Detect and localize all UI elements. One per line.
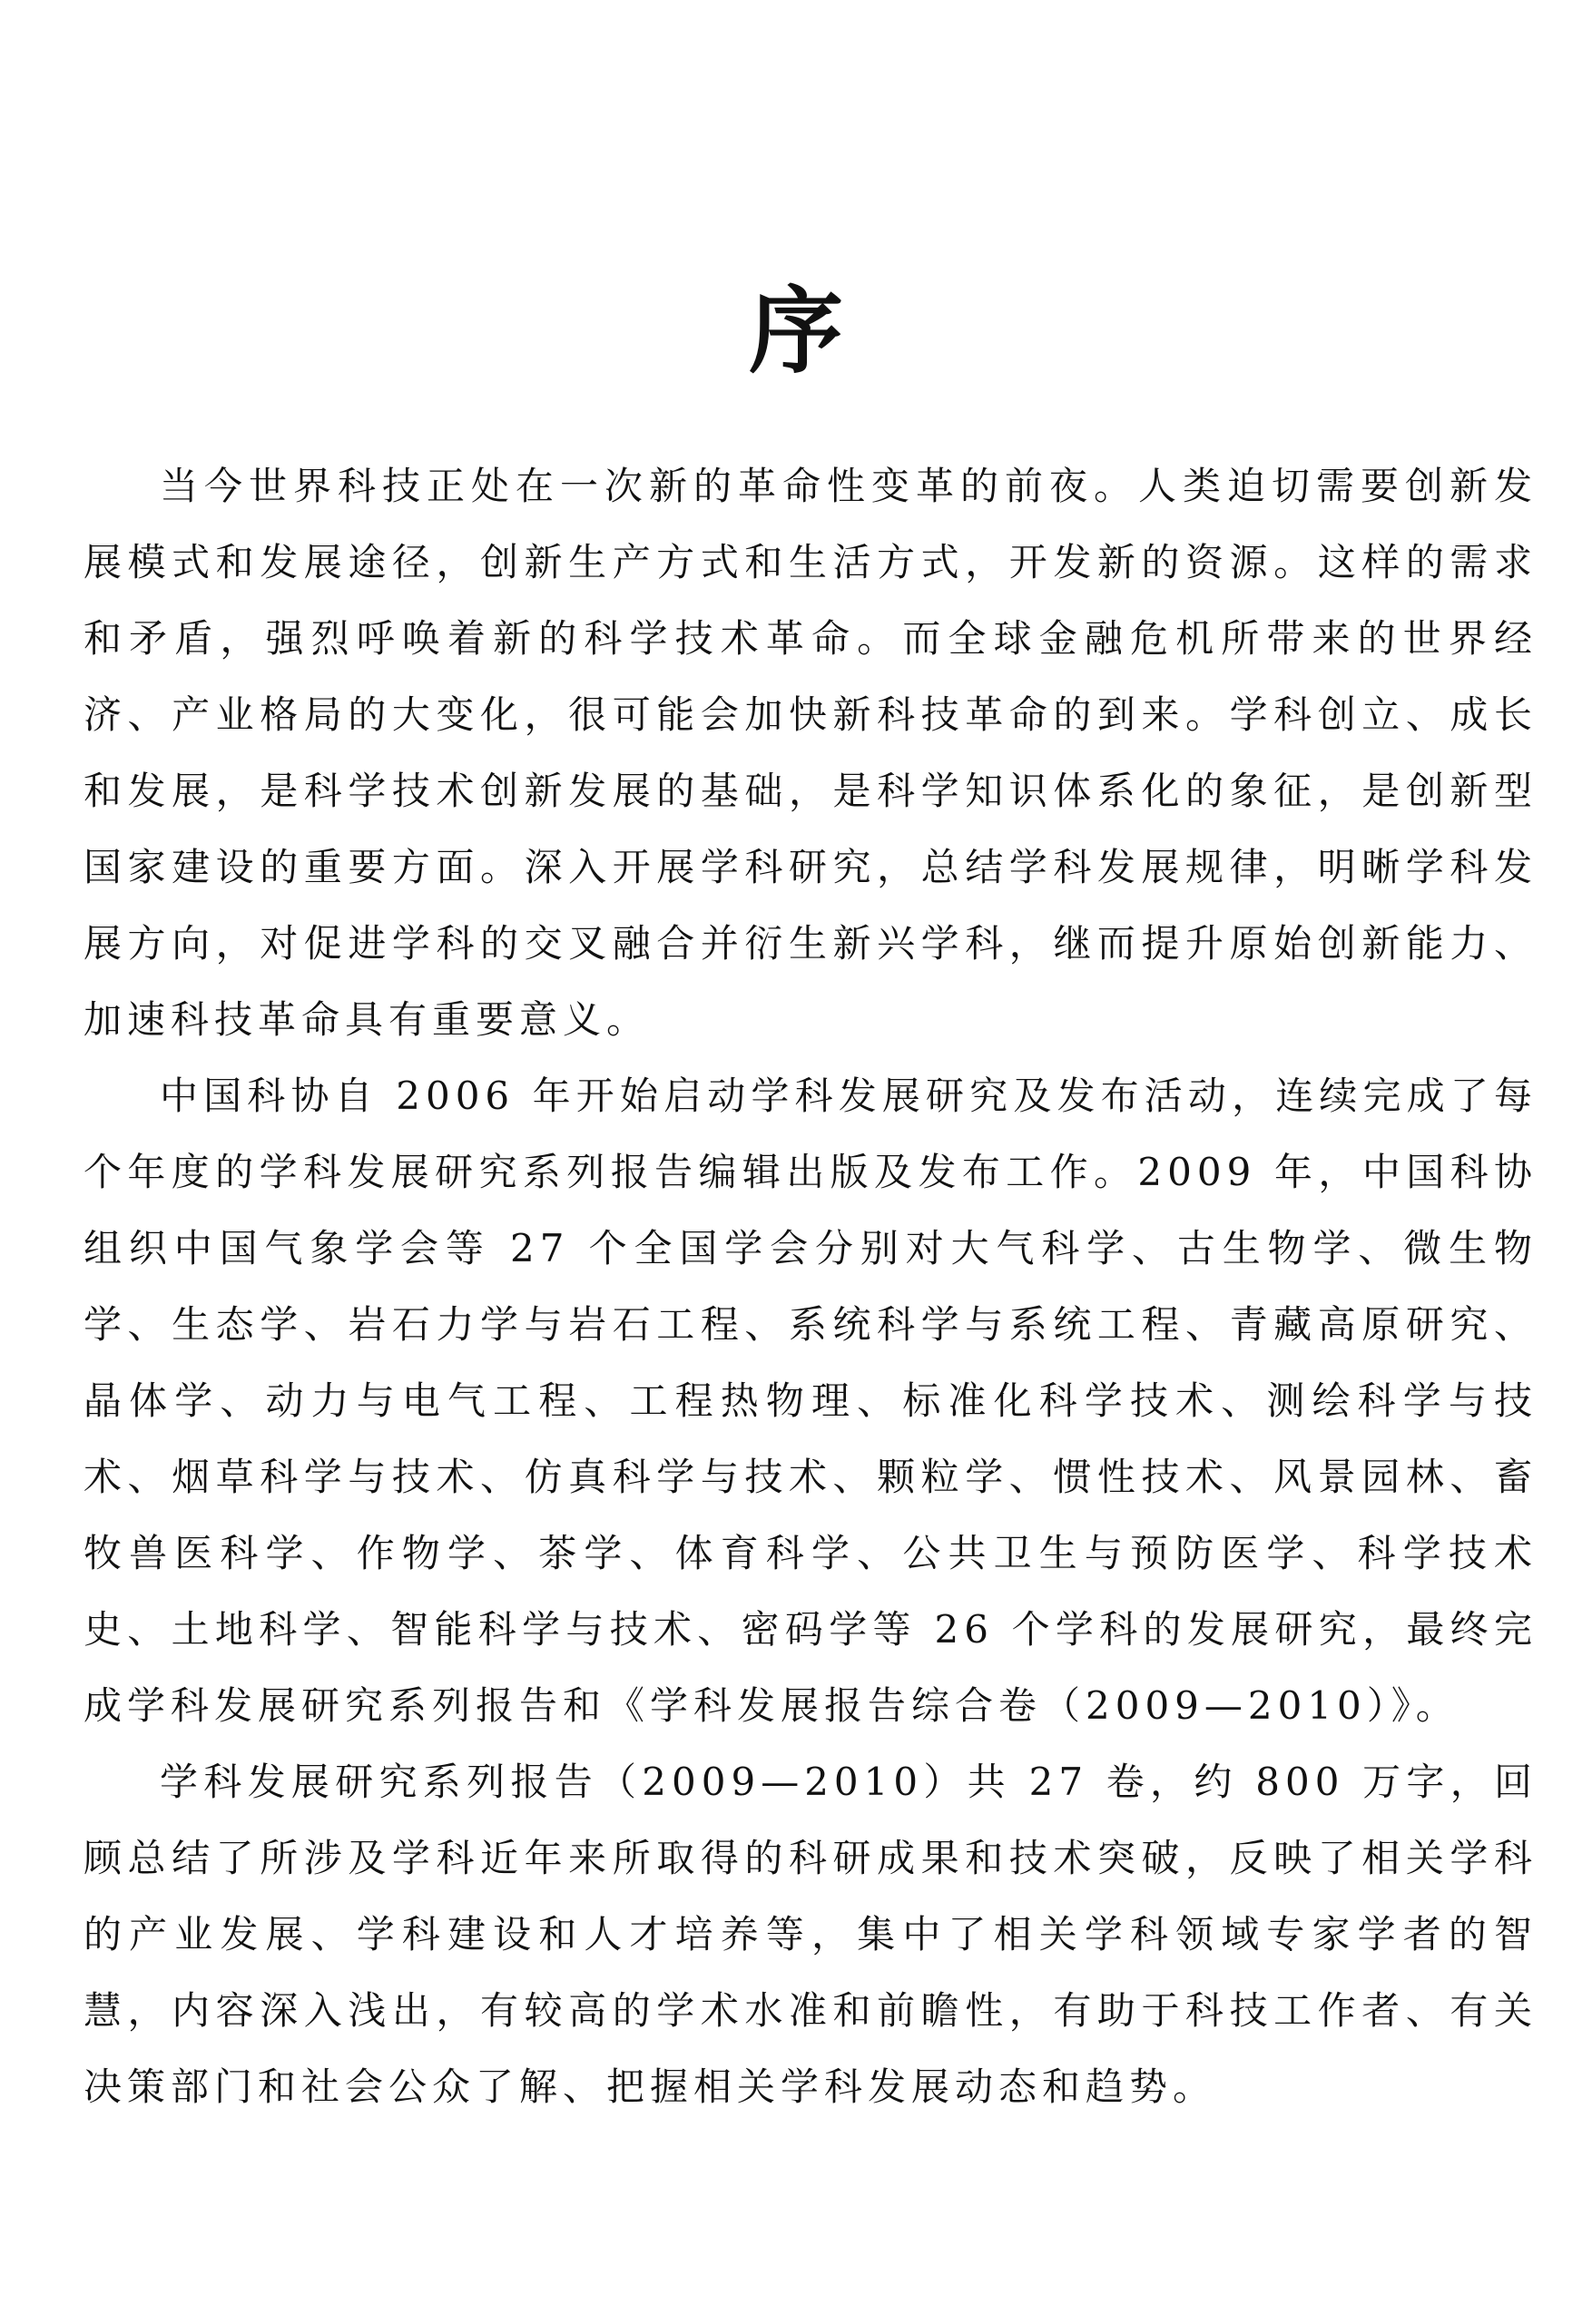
paragraph-1: 当今世界科技正处在一次新的革命性变革的前夜。人类迫切需要创新发展模式和发展途径，创新生产方式和生活方式，开发新的资源。这样的需求和矛盾，强烈呼唤着新的科学技术革命。而全球金融危机所带来的世界经济、产业格局的大变化，很可能会加快新科技革命的到来。学科创立、成长和发展，是科学技术创新发展的基础，是科学知识体系化的象征，是创新型国家建设的重要方面。深入开展学科研究，总结学科发展规律，明晰学科发展方向，对促进学科的交叉融合并衍生新兴学科，继而提升原始创新能力、加速科技革命具有重要意义。 (84, 464, 1538, 1042)
paragraph-3: 学科发展研究系列报告（2009—2010）共 27 卷，约 800 万字，回顾总结了所涉及学科近年来所取得的科研成果和技术突破，反映了相关学科的产业发展、学科建设和人才培养等，集中了相关学科领域专家学者的智慧，内容深入浅出，有较高的学术水准和前瞻性，有助于科技工作者、有关决策部门和社会公众了解、把握相关学科发展动态和趋势。 (84, 1760, 1538, 2109)
page-title: 序 (748, 275, 843, 387)
paragraph-2: 中国科协自 2006 年开始启动学科发展研究及发布活动，连续完成了每个年度的学科发展研究系列报告编辑出版及发布工作。2009 年，中国科协组织中国气象学会等 27 个全国学会分别对大气科学、古生物学、微生物学、生态学、岩石力学与岩石工程、系统科学与系统工程、青藏高原研究、晶体学、动力与电气工程、工程热物理、标准化科学技术、测绘科学与技术、烟草科学与技术、仿真科学与技术、颗粒学、惯性技术、风景园林、畜牧兽医科学、作物学、茶学、体育科学、公共卫生与预防医学、科学技术史、土地科学、智能科学与技术、密码学等 26 个学科的发展研究，最终完成学科发展研究系列报告和《学科发展报告综合卷（2009—2010）》。 (84, 1074, 1538, 1728)
preface-body (84, 448, 1538, 2125)
